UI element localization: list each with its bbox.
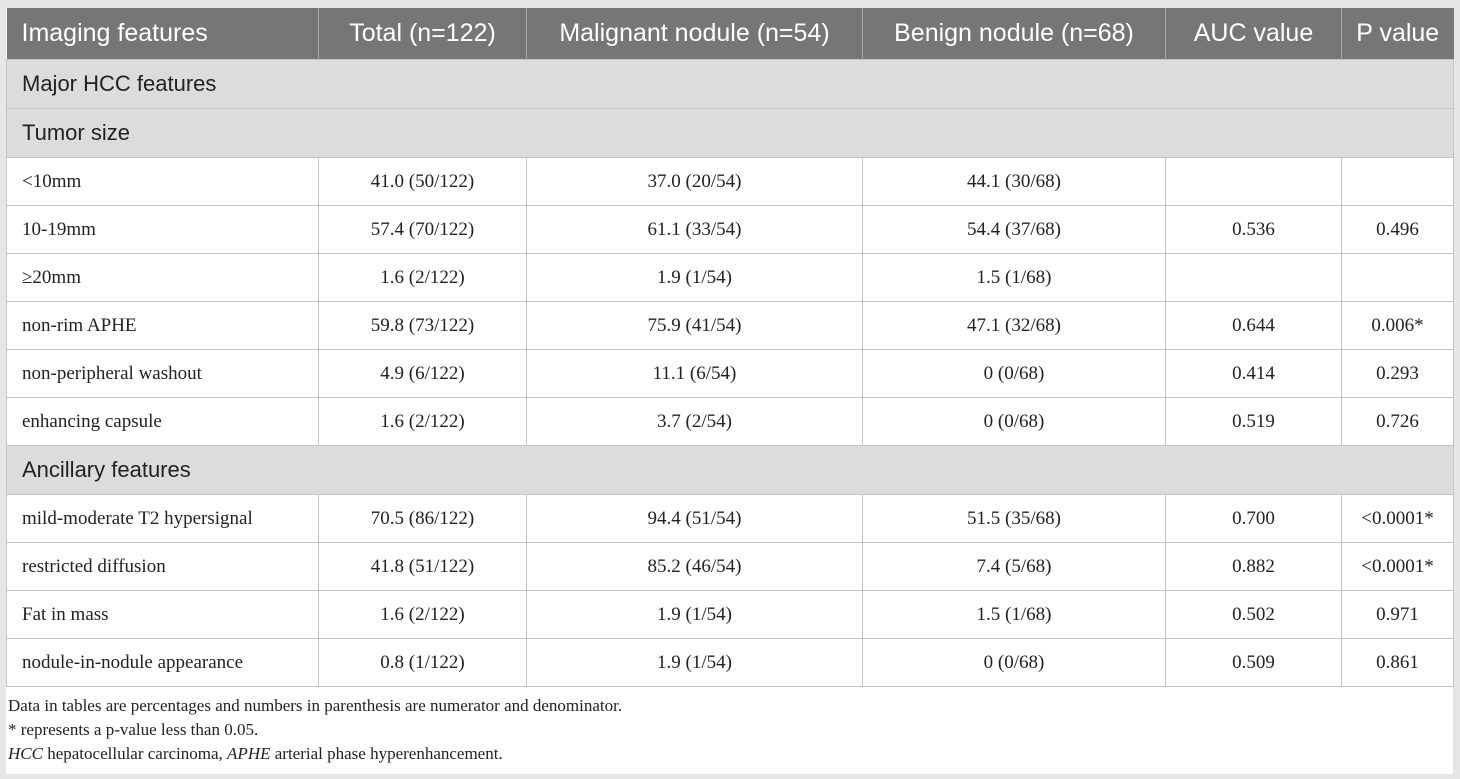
p-value-cell (1342, 158, 1454, 206)
malignant-cell: 37.0 (20/54) (527, 158, 863, 206)
total-cell: 59.8 (73/122) (319, 302, 527, 350)
table-row (7, 543, 1454, 591)
total-cell: 41.8 (51/122) (319, 543, 527, 591)
auc-cell: 0.536 (1166, 206, 1342, 254)
benign-cell: 7.4 (5/68) (863, 543, 1166, 591)
table-frame (6, 8, 1453, 774)
auc-cell: 0.509 (1166, 639, 1342, 687)
benign-cell: 0 (0/68) (863, 398, 1166, 446)
feature-cell: <10mm (7, 158, 319, 206)
auc-cell: 0.519 (1166, 398, 1342, 446)
p-value-cell: <0.0001* (1342, 543, 1454, 591)
table-row (7, 591, 1454, 639)
p-value-cell: <0.0001* (1342, 495, 1454, 543)
table-row (7, 350, 1454, 398)
auc-cell: 0.700 (1166, 495, 1342, 543)
footnote-data-description: Data in tables are percentages and numbers in parenthesis are numerator and denominator. (8, 696, 623, 715)
abbr-hcc-definition: hepatocellular carcinoma, (42, 744, 228, 763)
malignant-cell: 11.1 (6/54) (527, 350, 863, 398)
abbr-aphe: APHE (227, 744, 271, 763)
section-row-tumor-size (7, 109, 1454, 158)
feature-cell: mild-moderate T2 hypersignal (7, 495, 319, 543)
auc-cell: 0.882 (1166, 543, 1342, 591)
malignant-cell: 94.4 (51/54) (527, 495, 863, 543)
footnote-significance: * represents a p-value less than 0.05. (8, 720, 259, 739)
p-value-cell: 0.293 (1342, 350, 1454, 398)
header-imaging-features: Imaging features (7, 8, 319, 60)
header-benign: Benign nodule (n=68) (863, 8, 1166, 60)
abbr-aphe-definition: arterial phase hyperenhancement. (270, 744, 503, 763)
table-row (7, 302, 1454, 350)
benign-cell: 0 (0/68) (863, 639, 1166, 687)
section-row-ancillary (7, 446, 1454, 495)
p-value-cell (1342, 254, 1454, 302)
total-cell: 1.6 (2/122) (319, 398, 527, 446)
feature-cell: nodule-in-nodule appearance (7, 639, 319, 687)
benign-cell: 1.5 (1/68) (863, 254, 1166, 302)
section-label-ancillary: Ancillary features (7, 446, 1454, 495)
auc-cell: 0.414 (1166, 350, 1342, 398)
header-auc: AUC value (1166, 8, 1342, 60)
feature-cell: enhancing capsule (7, 398, 319, 446)
benign-cell: 0 (0/68) (863, 350, 1166, 398)
feature-cell: non-rim APHE (7, 302, 319, 350)
malignant-cell: 1.9 (1/54) (527, 639, 863, 687)
table-row (7, 254, 1454, 302)
total-cell: 1.6 (2/122) (319, 254, 527, 302)
benign-cell: 1.5 (1/68) (863, 591, 1166, 639)
table-row (7, 495, 1454, 543)
table-row (7, 398, 1454, 446)
benign-cell: 44.1 (30/68) (863, 158, 1166, 206)
p-value-cell: 0.971 (1342, 591, 1454, 639)
total-cell: 1.6 (2/122) (319, 591, 527, 639)
auc-cell (1166, 158, 1342, 206)
benign-cell: 54.4 (37/68) (863, 206, 1166, 254)
feature-cell: restricted diffusion (7, 543, 319, 591)
p-value-cell: 0.861 (1342, 639, 1454, 687)
malignant-cell: 1.9 (1/54) (527, 254, 863, 302)
table-row (7, 206, 1454, 254)
auc-cell: 0.644 (1166, 302, 1342, 350)
imaging-features-table (6, 8, 1454, 687)
malignant-cell: 3.7 (2/54) (527, 398, 863, 446)
total-cell: 70.5 (86/122) (319, 495, 527, 543)
header-malignant: Malignant nodule (n=54) (527, 8, 863, 60)
total-cell: 0.8 (1/122) (319, 639, 527, 687)
p-value-cell: 0.006* (1342, 302, 1454, 350)
table-row (7, 639, 1454, 687)
auc-cell: 0.502 (1166, 591, 1342, 639)
table-row (7, 158, 1454, 206)
malignant-cell: 75.9 (41/54) (527, 302, 863, 350)
p-value-cell: 0.726 (1342, 398, 1454, 446)
total-cell: 4.9 (6/122) (319, 350, 527, 398)
feature-cell: 10-19mm (7, 206, 319, 254)
p-value-cell: 0.496 (1342, 206, 1454, 254)
malignant-cell: 61.1 (33/54) (527, 206, 863, 254)
feature-cell: non-peripheral washout (7, 350, 319, 398)
table-footnotes (6, 687, 1453, 774)
header-total: Total (n=122) (319, 8, 527, 60)
total-cell: 41.0 (50/122) (319, 158, 527, 206)
feature-cell: ≥20mm (7, 254, 319, 302)
abbr-hcc: HCC (8, 744, 43, 763)
section-row-major (7, 60, 1454, 109)
section-label-major: Major HCC features (7, 60, 1454, 109)
header-p-value: P value (1342, 8, 1454, 60)
feature-cell: Fat in mass (7, 591, 319, 639)
footnote-abbreviations (8, 742, 1453, 766)
auc-cell (1166, 254, 1342, 302)
malignant-cell: 1.9 (1/54) (527, 591, 863, 639)
header-row (7, 8, 1454, 60)
total-cell: 57.4 (70/122) (319, 206, 527, 254)
section-label-tumor-size: Tumor size (7, 109, 1454, 158)
malignant-cell: 85.2 (46/54) (527, 543, 863, 591)
benign-cell: 47.1 (32/68) (863, 302, 1166, 350)
benign-cell: 51.5 (35/68) (863, 495, 1166, 543)
